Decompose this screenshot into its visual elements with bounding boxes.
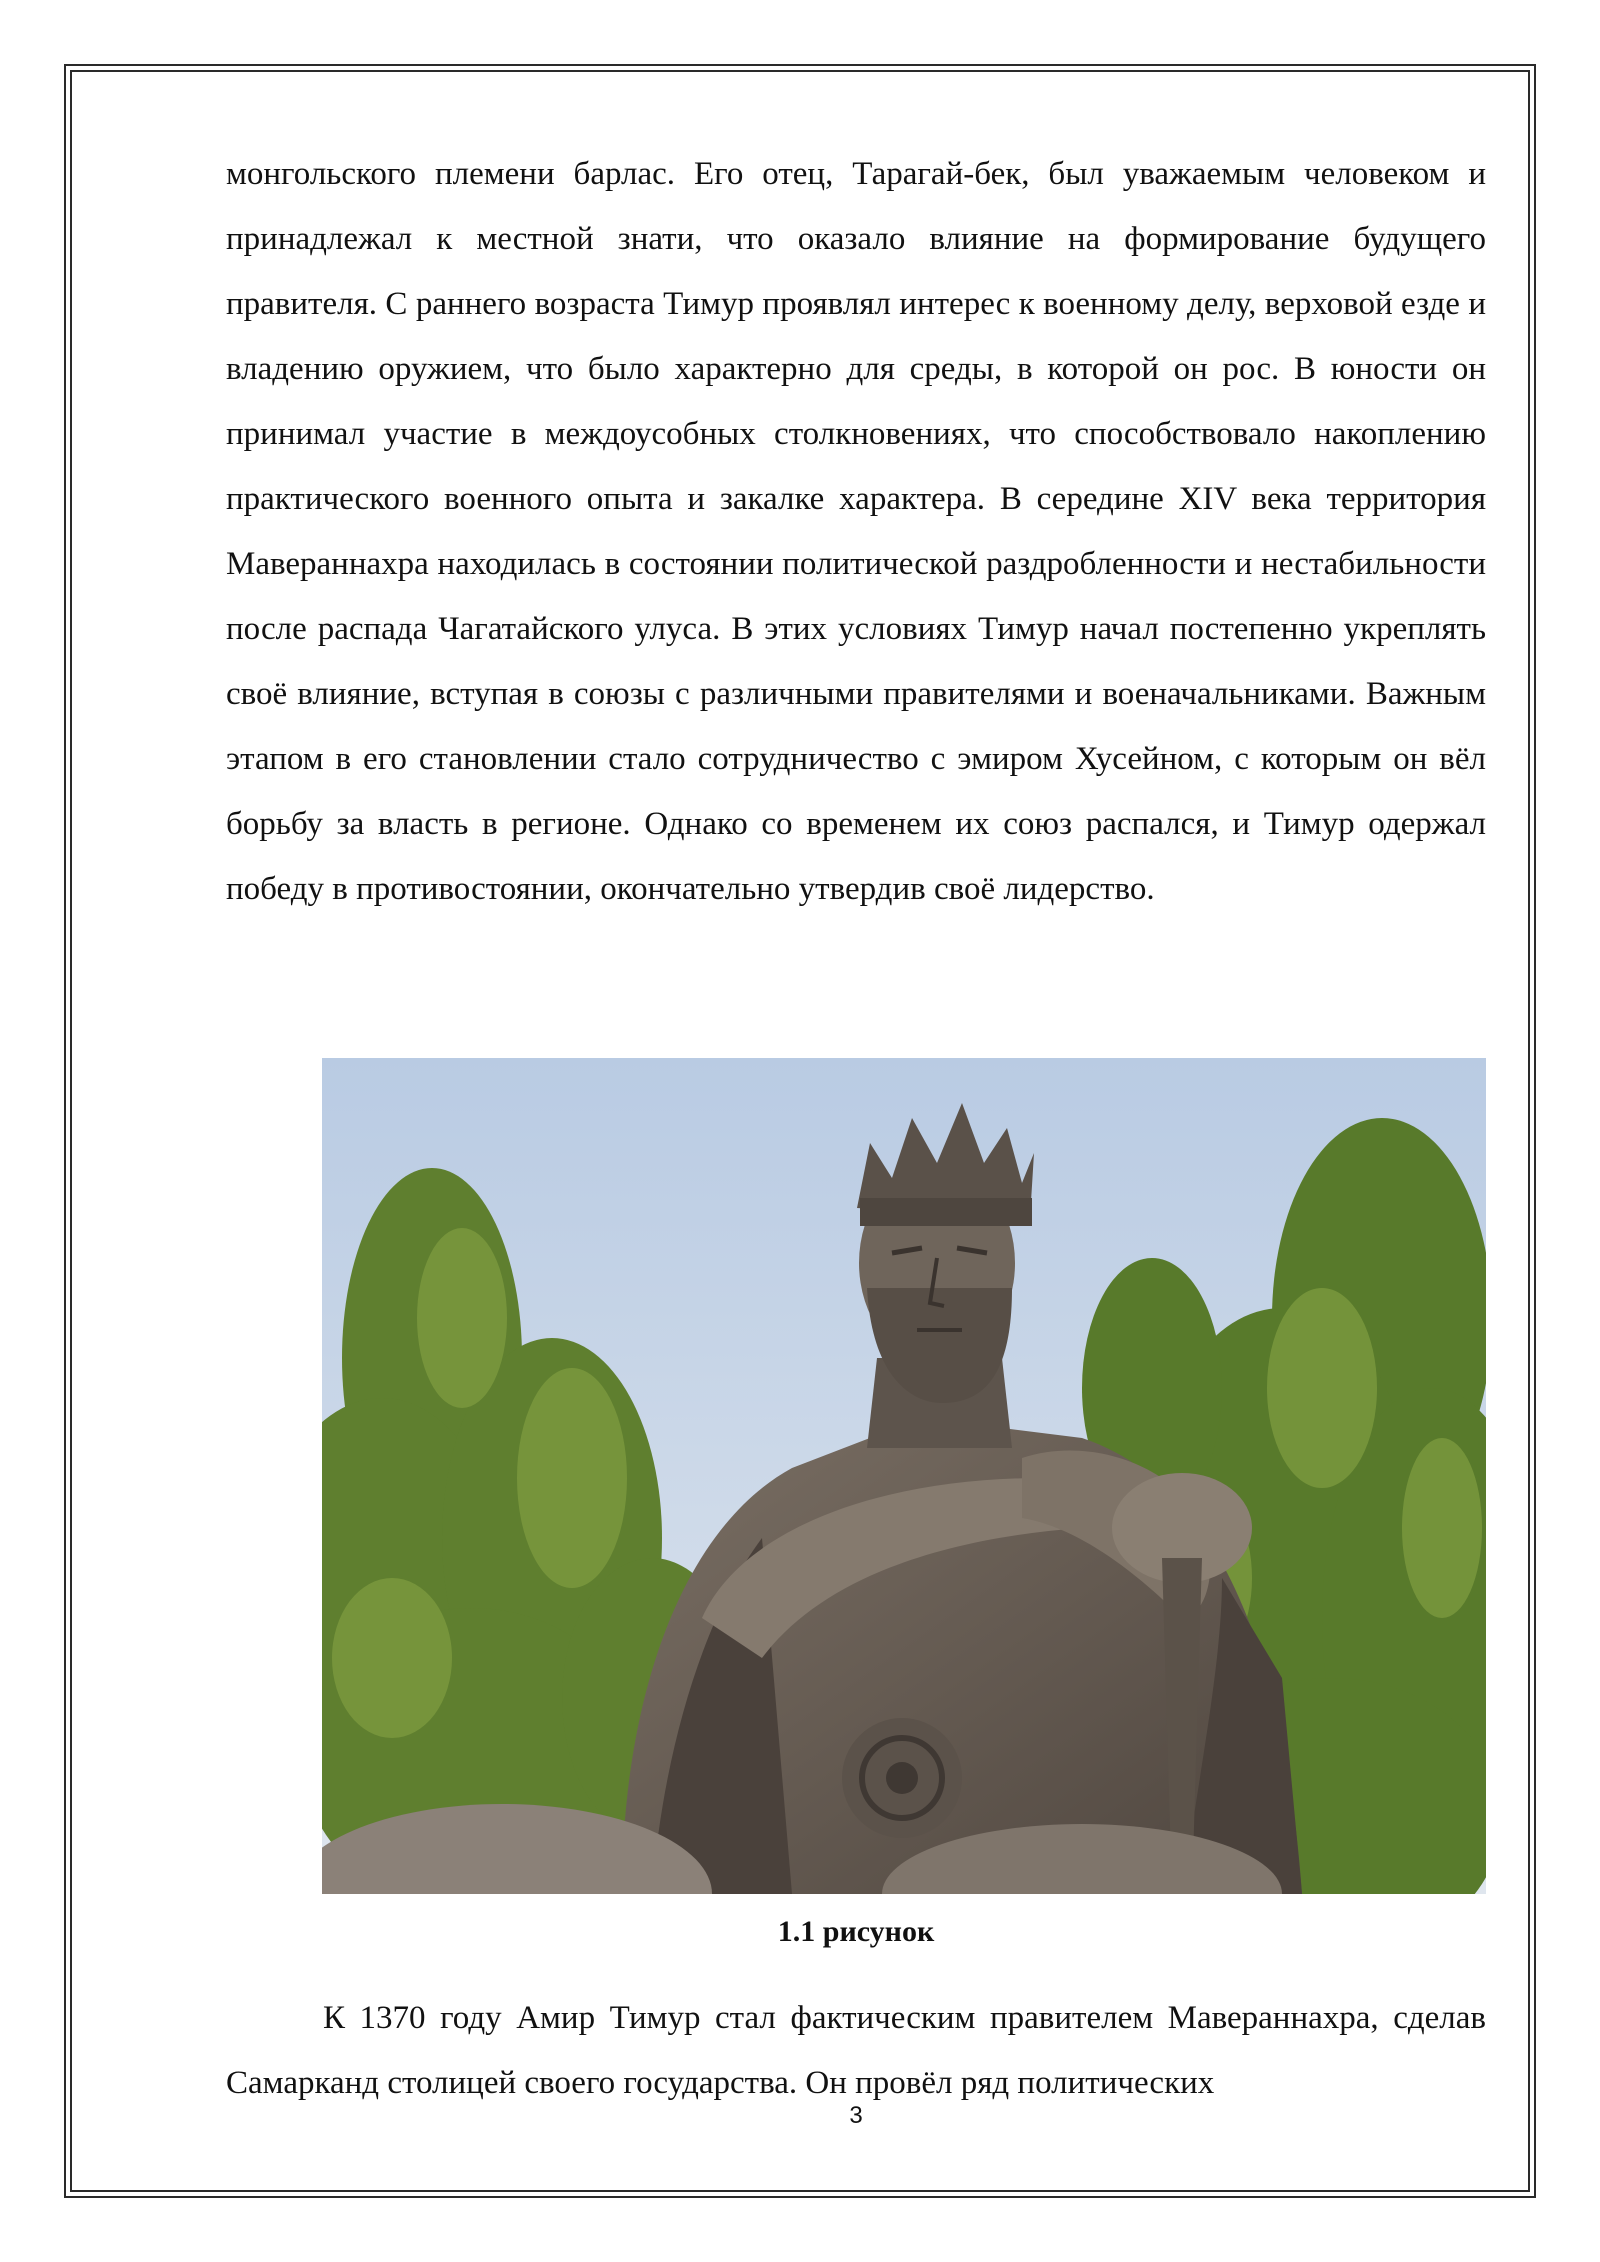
body-text-top [226,142,1486,922]
body-text-bottom [226,1986,1486,2116]
figure-caption: 1.1 рисунок [777,1915,935,1948]
paragraph-2: К 1370 году Амир Тимур стал фактическим правителем Мавераннахра, сделав Самарканд столицей своего государства. Он провёл ряд политических [226,2000,1486,2101]
statue-photo [322,1058,1486,1894]
page-number: 3 [849,2102,863,2129]
paragraph-1: монгольского племени барлас. Его отец, Тарагай-бек, был уважаемым человеком и принадлежал к местной знати, что оказало влияние на формирование будущего правителя. С раннего возраста Тимур проявлял интерес к военному делу, верховой езде и владению оружием, что было характерно для среды, в которой он рос. В юности он принимал участие в междоусобных столкновениях, что способствовало накоплению практического военного опыта и закалке характера. В середине XIV века территория Мавераннахра находилась в состоянии политической раздробленности и нестабильности после распада Чагатайского улуса. В этих условиях Тимур начал постепенно укреплять своё влияние, вступая в союзы с различными правителями и военачальниками. Важным этапом в его становлении стало сотрудничество с эмиром Хусейном, с которым он вёл борьбу за власть в регионе. Однако со временем их союз распался, и Тимур одержал победу в противостоянии, окончательно утвердив своё лидерство. [226,156,1486,907]
